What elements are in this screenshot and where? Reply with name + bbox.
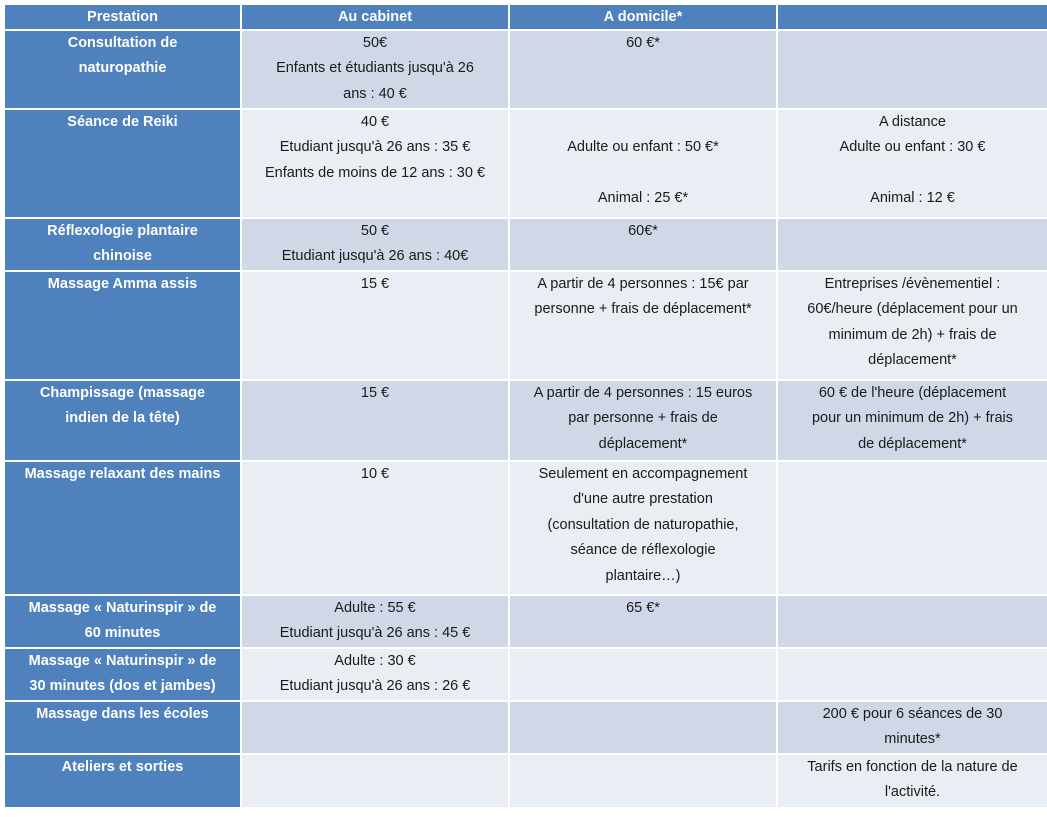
table-row <box>5 219 1047 270</box>
cell-text-line: Adulte ou enfant : 50 €* <box>567 139 719 156</box>
table-row <box>5 596 1047 647</box>
cell-text-line: Adulte : 55 € <box>334 600 416 616</box>
header-prestation: Prestation <box>5 5 240 29</box>
cell-text-line: 10 € <box>360 466 390 482</box>
cell-text-line: Massage dans les écoles <box>36 706 209 722</box>
cell-text-line: 65 €* <box>626 600 660 616</box>
cell-text-line: Réflexologie plantaire <box>47 223 198 239</box>
prestation-cell <box>5 596 240 647</box>
domicile-price-cell <box>510 31 776 108</box>
cell-text-line: Etudiant jusqu'à 26 ans : 45 € <box>279 625 471 642</box>
table-body <box>5 31 1047 807</box>
cell-text-line: 60€* <box>628 223 658 239</box>
header-au-cabinet: Au cabinet <box>242 5 508 29</box>
prestation-cell <box>5 31 240 108</box>
cell-text-line: 15 € <box>360 276 390 292</box>
cell-text-line: 200 € pour 6 séances de 30 <box>822 706 1003 722</box>
cell-text-line: Etudiant jusqu'à 26 ans : 26 € <box>279 678 471 695</box>
cell-text-line: naturopathie <box>78 60 167 77</box>
cell-text-line: séance de réflexologie <box>570 542 716 559</box>
cell-text-line: pour un minimum de 2h) + frais <box>811 410 1014 427</box>
cabinet-price-cell <box>242 219 508 270</box>
cell-text-line: déplacement* <box>868 352 957 369</box>
cabinet-price-cell <box>242 31 508 108</box>
table-row <box>5 31 1047 108</box>
table-row <box>5 462 1047 594</box>
cell-text-line: Massage relaxant des mains <box>24 466 221 482</box>
domicile-price-cell <box>510 110 776 217</box>
pricing-table <box>3 3 1047 809</box>
table-row <box>5 702 1047 753</box>
extra-price-cell <box>778 649 1047 700</box>
extra-price-cell <box>778 219 1047 270</box>
prestation-cell <box>5 219 240 270</box>
header-a-domicile: A domicile* <box>510 5 776 29</box>
cell-text-line: déplacement* <box>598 435 688 452</box>
cell-text-line: 60 €* <box>626 35 660 51</box>
cell-text-line: Adulte ou enfant : 30 € <box>839 139 986 156</box>
domicile-price-cell <box>510 755 776 807</box>
blank-line <box>516 110 770 135</box>
domicile-price-cell <box>510 272 776 379</box>
extra-price-cell <box>778 702 1047 753</box>
cabinet-price-cell <box>242 110 508 217</box>
cell-text-line: Massage Amma assis <box>47 276 198 292</box>
cell-text-line: Consultation de <box>67 35 178 51</box>
extra-price-cell <box>778 755 1047 807</box>
cell-text-line: indien de la tête) <box>65 410 180 427</box>
table-row <box>5 755 1047 807</box>
cabinet-price-cell <box>242 702 508 753</box>
cell-text-line: 60€/heure (déplacement pour un <box>807 301 1018 318</box>
cell-text-line: personne + frais de déplacement* <box>534 301 752 318</box>
cabinet-price-cell <box>242 755 508 807</box>
prestation-cell <box>5 755 240 807</box>
cell-text-line: par personne + frais de <box>568 410 718 427</box>
cell-text-line: Animal : 12 € <box>870 190 955 207</box>
prestation-cell <box>5 272 240 379</box>
domicile-price-cell <box>510 649 776 700</box>
cabinet-price-cell <box>242 272 508 379</box>
cell-text-line: Massage « Naturinspir » de <box>28 653 217 669</box>
cell-text-line: 15 € <box>360 385 390 401</box>
cell-text-line: plantaire…) <box>605 567 681 584</box>
cell-text-line: Séance de Reiki <box>67 114 178 130</box>
blank-line <box>784 161 1041 186</box>
cell-text-line: Enfants et étudiants jusqu'à 26 <box>276 60 474 77</box>
cell-text-line: minimum de 2h) + frais de <box>828 326 997 343</box>
cell-text-line: A partir de 4 personnes : 15€ par <box>537 276 749 292</box>
extra-price-cell <box>778 462 1047 594</box>
cell-text-line: Adulte : 30 € <box>334 653 416 669</box>
domicile-price-cell <box>510 702 776 753</box>
header-row <box>5 5 1047 29</box>
cell-text-line: Ateliers et sorties <box>61 759 184 775</box>
extra-price-cell <box>778 31 1047 108</box>
blank-line <box>516 161 770 186</box>
cabinet-price-cell <box>242 462 508 594</box>
cell-text-line: A distance <box>879 114 946 130</box>
cabinet-price-cell <box>242 649 508 700</box>
cell-text-line: 50 € <box>360 223 390 239</box>
prestation-cell <box>5 649 240 700</box>
domicile-price-cell <box>510 219 776 270</box>
cell-text-line: 50€ <box>362 35 388 51</box>
cell-text-line: minutes* <box>884 731 941 748</box>
domicile-price-cell <box>510 462 776 594</box>
cell-text-line: ans : 40 € <box>343 85 407 102</box>
cell-text-line: 30 minutes (dos et jambes) <box>29 678 216 695</box>
cell-text-line: (consultation de naturopathie, <box>547 516 739 533</box>
cell-text-line: Tarifs en fonction de la nature de <box>807 759 1018 775</box>
table-row <box>5 272 1047 379</box>
cabinet-price-cell <box>242 596 508 647</box>
table-row <box>5 381 1047 460</box>
extra-price-cell <box>778 272 1047 379</box>
cell-text-line: Champissage (massage <box>39 385 206 401</box>
domicile-price-cell <box>510 381 776 460</box>
cell-text-line: Enfants de moins de 12 ans : 30 € <box>264 164 486 181</box>
cell-text-line: Seulement en accompagnement <box>538 466 748 482</box>
header-extra <box>778 5 1047 29</box>
cell-text-line: A partir de 4 personnes : 15 euros <box>533 385 753 401</box>
cell-text-line: l'activité. <box>884 784 941 801</box>
cell-text-line: d'une autre prestation <box>573 491 713 508</box>
domicile-price-cell <box>510 596 776 647</box>
extra-price-cell <box>778 381 1047 460</box>
cell-text-line: Animal : 25 €* <box>597 190 689 207</box>
cell-text-line: chinoise <box>93 248 152 265</box>
cell-text-line: Massage « Naturinspir » de <box>28 600 217 616</box>
prestation-cell <box>5 702 240 753</box>
table-row <box>5 110 1047 217</box>
cell-text-line: Etudiant jusqu'à 26 ans : 35 € <box>279 139 471 156</box>
cell-text-line: 40 € <box>360 114 390 130</box>
prestation-cell <box>5 381 240 460</box>
prestation-cell <box>5 110 240 217</box>
cabinet-price-cell <box>242 381 508 460</box>
cell-text-line: de déplacement* <box>858 435 967 452</box>
extra-price-cell <box>778 110 1047 217</box>
table-row <box>5 649 1047 700</box>
cell-text-line: 60 € de l'heure (déplacement <box>818 385 1007 401</box>
cell-text-line: Entreprises /évènementiel : <box>824 276 1001 292</box>
cell-text-line: Etudiant jusqu'à 26 ans : 40€ <box>281 248 469 265</box>
cell-text-line: 60 minutes <box>84 625 161 642</box>
prestation-cell <box>5 462 240 594</box>
extra-price-cell <box>778 596 1047 647</box>
